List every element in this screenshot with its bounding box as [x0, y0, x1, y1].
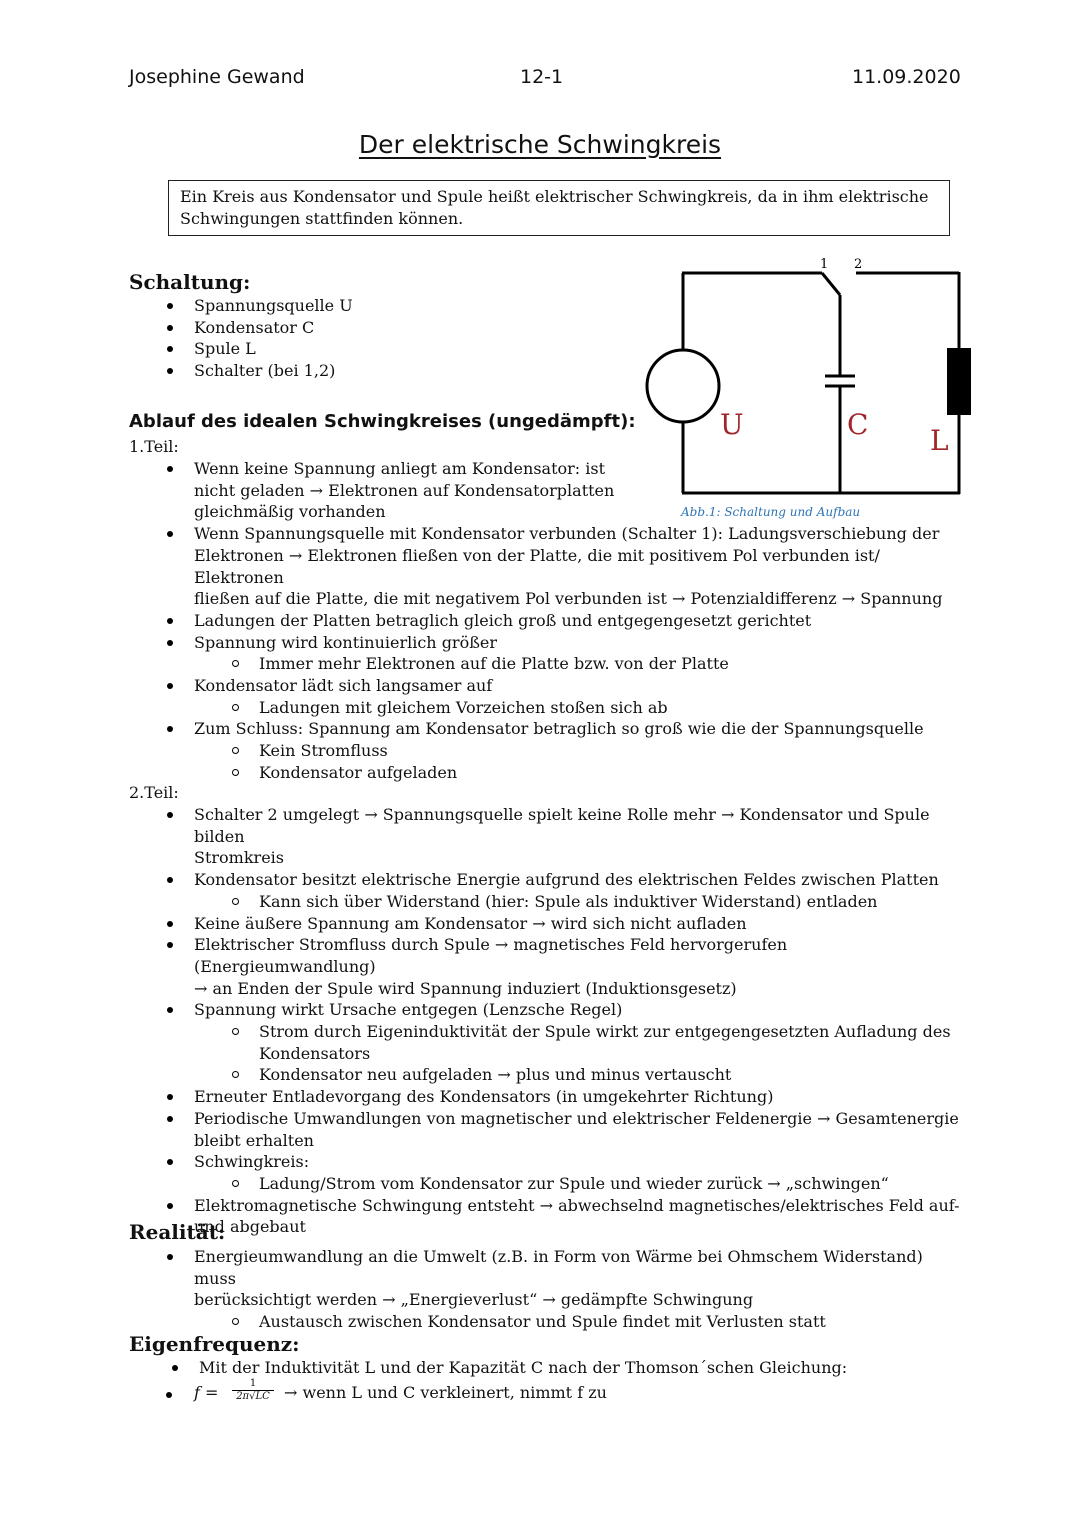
list-item: bleibt erhalten	[194, 1130, 314, 1150]
list-subitem: Kondensator aufgeladen	[259, 762, 954, 784]
list-item: Kondensator C	[194, 317, 353, 339]
formula-fraction	[232, 1378, 274, 1403]
list-item: → an Enden der Spule wird Spannung induziert (Induktionsgesetz)	[194, 978, 737, 998]
list-item: Ladungen der Platten betraglich gleich groß und entgegengesetzt gerichtet	[194, 610, 954, 632]
list-item: Schalter (bei 1,2)	[194, 360, 353, 382]
list-item: Periodische Umwandlungen von magnetischer und elektrischer Feldenergie → Gesamtenergie	[194, 1108, 964, 1130]
list-item: und abgebaut	[194, 1217, 306, 1237]
formula-denominator: 2π√LC	[232, 1390, 274, 1403]
list-subitem: Strom durch Eigeninduktivität der Spule wirkt zur entgegengesetzten Aufladung des	[259, 1021, 964, 1043]
list-item: nicht geladen → Elektronen auf Kondensatorplatten	[194, 480, 615, 500]
label-l: L	[930, 424, 949, 457]
list-item: gleichmäßig vorhanden	[194, 502, 386, 522]
teil2-label: 2.Teil:	[129, 783, 179, 802]
formula-numerator: 1	[249, 1378, 257, 1389]
list-item: Wenn Spannungsquelle mit Kondensator verbunden (Schalter 1): Ladungsverschiebung der	[194, 523, 954, 545]
list-item: Wenn keine Spannung anliegt am Kondensator: ist	[194, 458, 954, 480]
formula-lhs: f =	[194, 1383, 219, 1402]
list-subitem: Immer mehr Elektronen auf die Platte bzw. von der Platte	[259, 653, 954, 675]
course-label: 12-1	[520, 66, 564, 88]
list-item: Spule L	[194, 338, 353, 360]
list-item: Mit der Induktivität L und der Kapazität C nach der Thomson´schen Gleichung:	[199, 1357, 969, 1379]
bullet	[166, 1392, 172, 1398]
list-item: Stromkreis	[194, 848, 284, 868]
page-title: Der elektrische Schwingkreis	[358, 130, 722, 159]
list-item: Spannung wird kontinuierlich größer	[194, 632, 954, 654]
list-subitem: Kondensator neu aufgeladen → plus und minus vertauscht	[259, 1064, 964, 1086]
realitaet-list	[194, 1246, 964, 1333]
list-subitem: Kein Stromfluss	[259, 740, 954, 762]
intro-box: Ein Kreis aus Kondensator und Spule heißt elektrischer Schwingkreis, da in ihm elektrische Schwingungen stattfinden können.	[168, 180, 950, 236]
list-subitem: Austausch zwischen Kondensator und Spule findet mit Verlusten statt	[259, 1311, 964, 1333]
formula-explanation: → wenn L und C verkleinert, nimmt f zu	[284, 1383, 607, 1402]
switch-label-1: 1	[820, 257, 829, 272]
eigenfrequenz-list	[199, 1357, 969, 1379]
teil1-label: 1.Teil:	[129, 437, 179, 456]
label-u: U	[720, 408, 744, 441]
switch-label-2: 2	[854, 257, 863, 272]
list-subitem: Ladung/Strom vom Kondensator zur Spule und wieder zurück → „schwingen“	[259, 1173, 964, 1195]
figure-caption: Abb.1: Schaltung und Aufbau	[681, 505, 861, 519]
heading-schaltung: Schaltung:	[129, 270, 251, 294]
list-item: Elektromagnetische Schwingung entsteht → abwechselnd magnetisches/elektrisches Feld auf-	[194, 1195, 964, 1217]
list-item: Spannungsquelle U	[194, 296, 353, 315]
author-name: Josephine Gewand	[129, 66, 305, 88]
label-c: C	[847, 408, 869, 441]
list-item: Spannung wirkt Ursache entgegen (Lenzsche Regel)	[194, 999, 964, 1021]
schaltung-list	[194, 295, 353, 382]
list-item: Kondensator lädt sich langsamer auf	[194, 675, 954, 697]
heading-realitaet: Realität:	[129, 1220, 226, 1244]
list-item: Energieumwandlung an die Umwelt (z.B. in Form von Wärme bei Ohmschem Widerstand) muss	[194, 1246, 964, 1289]
coil-symbol	[947, 348, 971, 415]
list-item: fließen auf die Platte, die mit negativem Pol verbunden ist → Potenzialdifferenz → Spannung	[194, 589, 943, 609]
list-subitem: Ladungen mit gleichem Vorzeichen stoßen sich ab	[259, 697, 954, 719]
list-item: Schalter 2 umgelegt → Spannungsquelle spielt keine Rolle mehr → Kondensator und Spule bilden	[194, 804, 964, 847]
list-item: Elektronen → Elektronen fließen von der Platte, die mit positivem Pol verbunden ist/ Elektronen	[194, 545, 880, 587]
heading-ablauf: Ablauf des idealen Schwingkreises (ungedämpft):	[129, 411, 636, 432]
teil1-list	[194, 458, 954, 784]
list-subitem: Kondensators	[259, 1043, 371, 1063]
voltage-source-symbol	[647, 350, 719, 422]
teil2-list	[194, 804, 964, 1238]
list-item: Elektrischer Stromfluss durch Spule → magnetisches Feld hervorgerufen (Energieumwandlung)	[194, 934, 964, 977]
list-item: Zum Schluss: Spannung am Kondensator betraglich so groß wie die der Spannungsquelle	[194, 718, 954, 740]
list-subitem: Kann sich über Widerstand (hier: Spule als induktiver Widerstand) entladen	[259, 891, 964, 913]
list-item: Kondensator besitzt elektrische Energie aufgrund des elektrischen Feldes zwischen Platten	[194, 869, 964, 891]
date-label: 11.09.2020	[852, 66, 961, 88]
list-item: berücksichtigt werden → „Energieverlust“ → gedämpfte Schwingung	[194, 1290, 754, 1310]
heading-eigenfrequenz: Eigenfrequenz:	[129, 1332, 300, 1356]
list-item: Keine äußere Spannung am Kondensator → wird sich nicht aufladen	[194, 913, 964, 935]
list-item: Schwingkreis:	[194, 1151, 964, 1173]
list-item: Erneuter Entladevorgang des Kondensators (in umgekehrter Richtung)	[194, 1086, 964, 1108]
